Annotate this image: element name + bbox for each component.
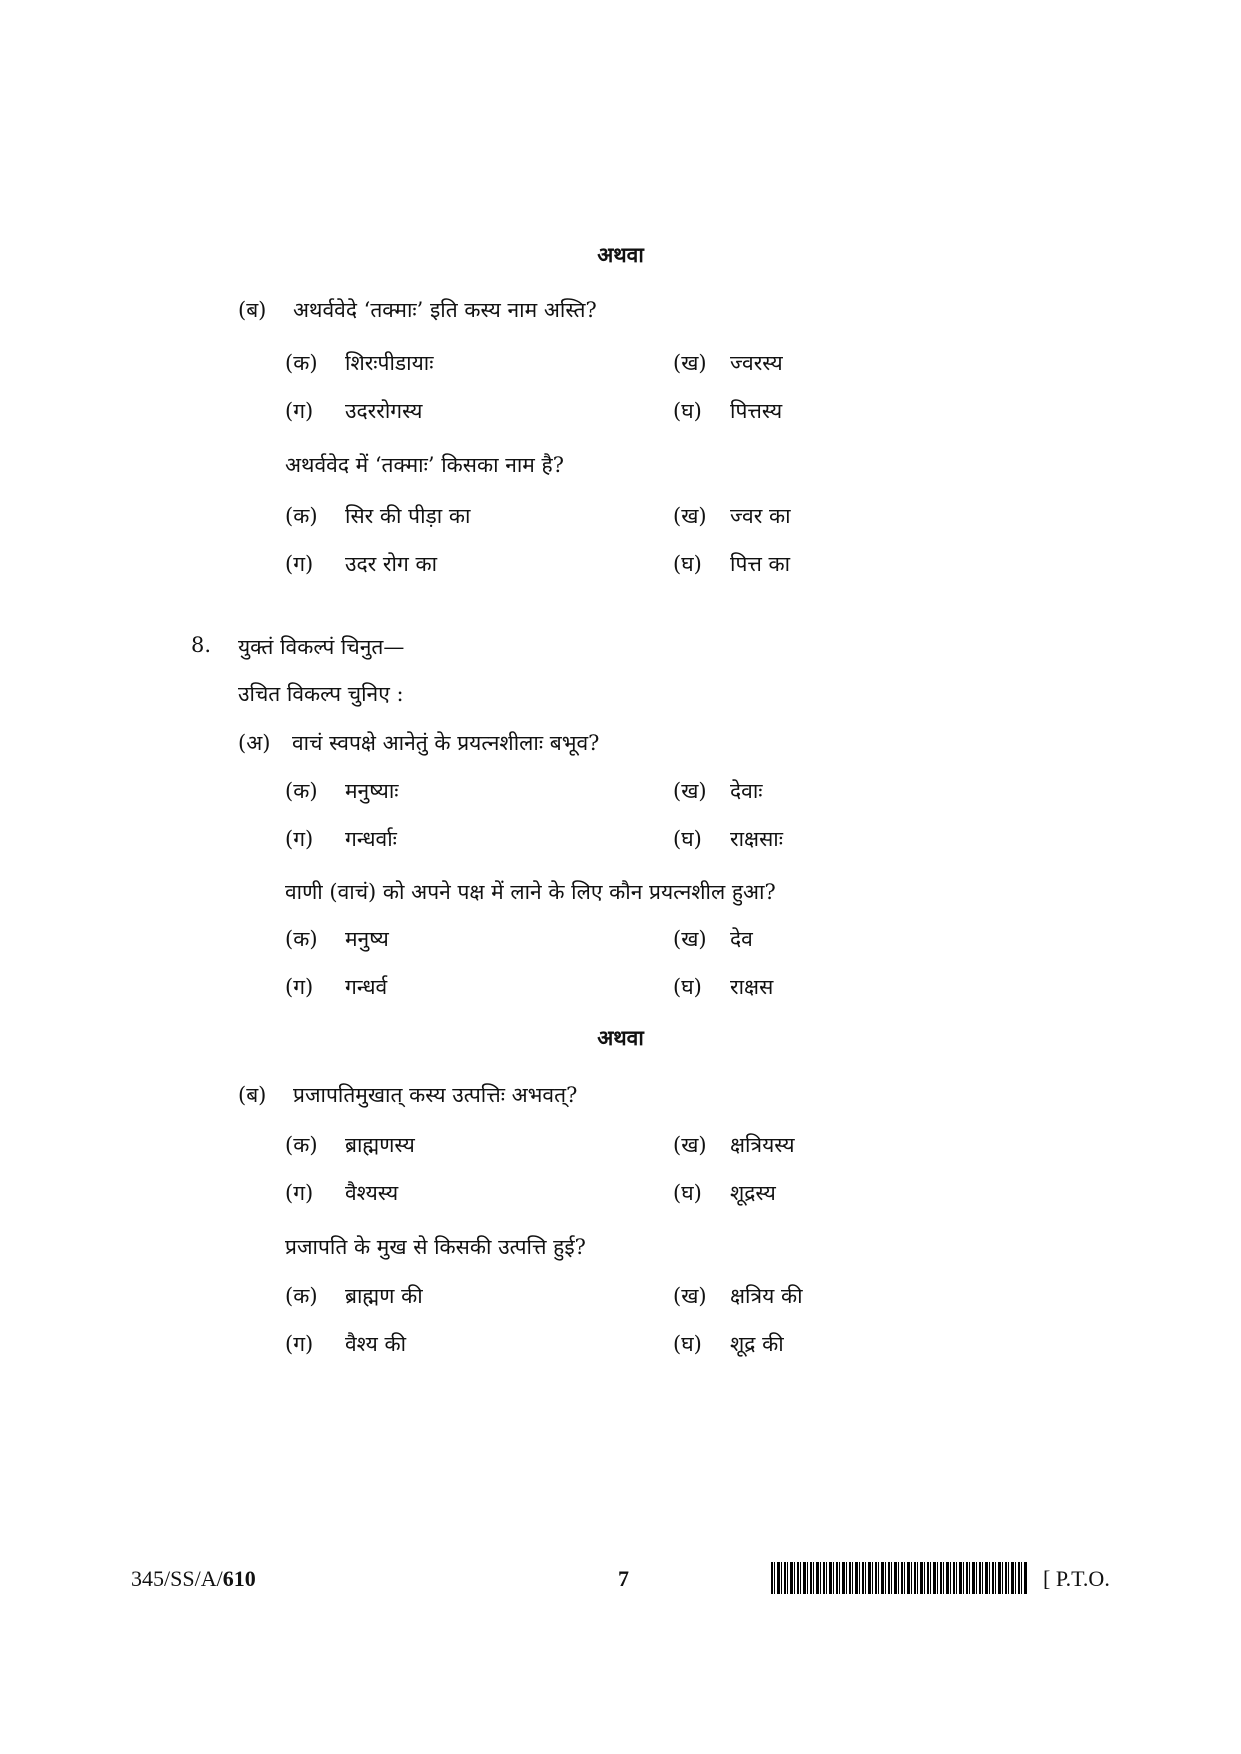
- option-label: (क): [285, 1133, 318, 1157]
- option-text: क्षत्रियस्य: [730, 1133, 795, 1157]
- instruction-hindi: उचित विकल्प चुनिए :: [238, 682, 404, 706]
- option-label: (ग): [285, 1332, 314, 1356]
- option-label: (ख): [673, 779, 707, 803]
- option-label: (ग): [285, 1181, 314, 1205]
- option-text: ज्वर का: [730, 504, 791, 528]
- option-text: क्षत्रिय की: [730, 1284, 803, 1308]
- option-label: (क): [285, 504, 318, 528]
- option-label: (घ): [673, 1332, 702, 1356]
- option-text: वैश्य की: [345, 1332, 407, 1356]
- option-label: (घ): [673, 399, 702, 423]
- option-text: शूद्रस्य: [730, 1181, 776, 1205]
- option-label: (क): [285, 1284, 318, 1308]
- question-label-b-2: (ब): [238, 1083, 267, 1107]
- option-label: (ख): [673, 351, 707, 375]
- option-text: ब्राह्मण की: [345, 1284, 423, 1308]
- option-label: (घ): [673, 552, 702, 576]
- option-text: शूद्र की: [730, 1332, 784, 1356]
- option-text: पित्त का: [730, 552, 791, 576]
- option-label: (ग): [285, 552, 314, 576]
- option-text: राक्षसाः: [730, 827, 783, 851]
- option-text: ज्वरस्य: [730, 351, 783, 375]
- option-text: पित्तस्य: [730, 399, 783, 423]
- hindi-question-1: अथर्ववेद में ‘तक्माः’ किसका नाम है?: [285, 453, 564, 477]
- question-text-a: वाचं स्वपक्षे आनेतुं के प्रयत्नशीलाः बभूव?: [292, 731, 600, 755]
- page-number: 7: [618, 1566, 629, 1591]
- option-text: गन्धर्व: [345, 975, 388, 999]
- paper-code-prefix: 345/SS/A/: [131, 1566, 223, 1591]
- option-text: मनुष्याः: [345, 779, 399, 803]
- option-label: (ग): [285, 975, 314, 999]
- option-label: (ख): [673, 504, 707, 528]
- option-label: (घ): [673, 1181, 702, 1205]
- question-label-b-1: (ब): [238, 298, 267, 322]
- pto-label: [ P.T.O.: [1043, 1566, 1110, 1591]
- option-label: (घ): [673, 975, 702, 999]
- barcode-icon: [771, 1562, 1028, 1594]
- option-text: राक्षस: [730, 975, 774, 999]
- option-label: (ख): [673, 1133, 707, 1157]
- option-text: शिरःपीडायाः: [345, 351, 434, 375]
- question-text-b-1: अथर्ववेदे ‘तक्माः’ इति कस्य नाम अस्ति?: [293, 298, 597, 322]
- paper-code: [131, 1566, 256, 1592]
- option-label: (ख): [673, 927, 707, 951]
- paper-code-number: 610: [222, 1566, 256, 1591]
- question-text-b-2: प्रजापतिमुखात् कस्य उत्पत्तिः अभवत्?: [293, 1083, 578, 1107]
- option-text: देवाः: [730, 779, 763, 803]
- or-heading-2: अथवा: [597, 1025, 644, 1050]
- option-label: (क): [285, 779, 318, 803]
- hindi-question-b: प्रजापति के मुख से किसकी उत्पत्ति हुई?: [285, 1235, 586, 1259]
- instruction-sanskrit: युक्तं विकल्पं चिनुत—: [238, 635, 405, 659]
- option-label: (ख): [673, 1284, 707, 1308]
- option-label: (क): [285, 927, 318, 951]
- option-text: मनुष्य: [345, 927, 389, 951]
- option-label: (क): [285, 351, 318, 375]
- option-label: (घ): [673, 827, 702, 851]
- option-text: उदररोगस्य: [345, 399, 423, 423]
- option-text: ब्राह्मणस्य: [345, 1133, 415, 1157]
- option-text: उदर रोग का: [345, 552, 438, 576]
- or-heading-1: अथवा: [597, 242, 644, 267]
- question-number-8: 8.: [191, 633, 212, 657]
- option-text: वैश्यस्य: [345, 1181, 399, 1205]
- question-label-a: (अ): [238, 731, 271, 755]
- option-text: सिर की पीड़ा का: [345, 504, 471, 528]
- option-text: गन्धर्वाः: [345, 827, 397, 851]
- option-label: (ग): [285, 827, 314, 851]
- option-text: देव: [730, 927, 753, 951]
- option-label: (ग): [285, 399, 314, 423]
- hindi-question-a: वाणी (वाचं) को अपने पक्ष में लाने के लिए कौन प्रयत्नशील हुआ?: [285, 880, 776, 904]
